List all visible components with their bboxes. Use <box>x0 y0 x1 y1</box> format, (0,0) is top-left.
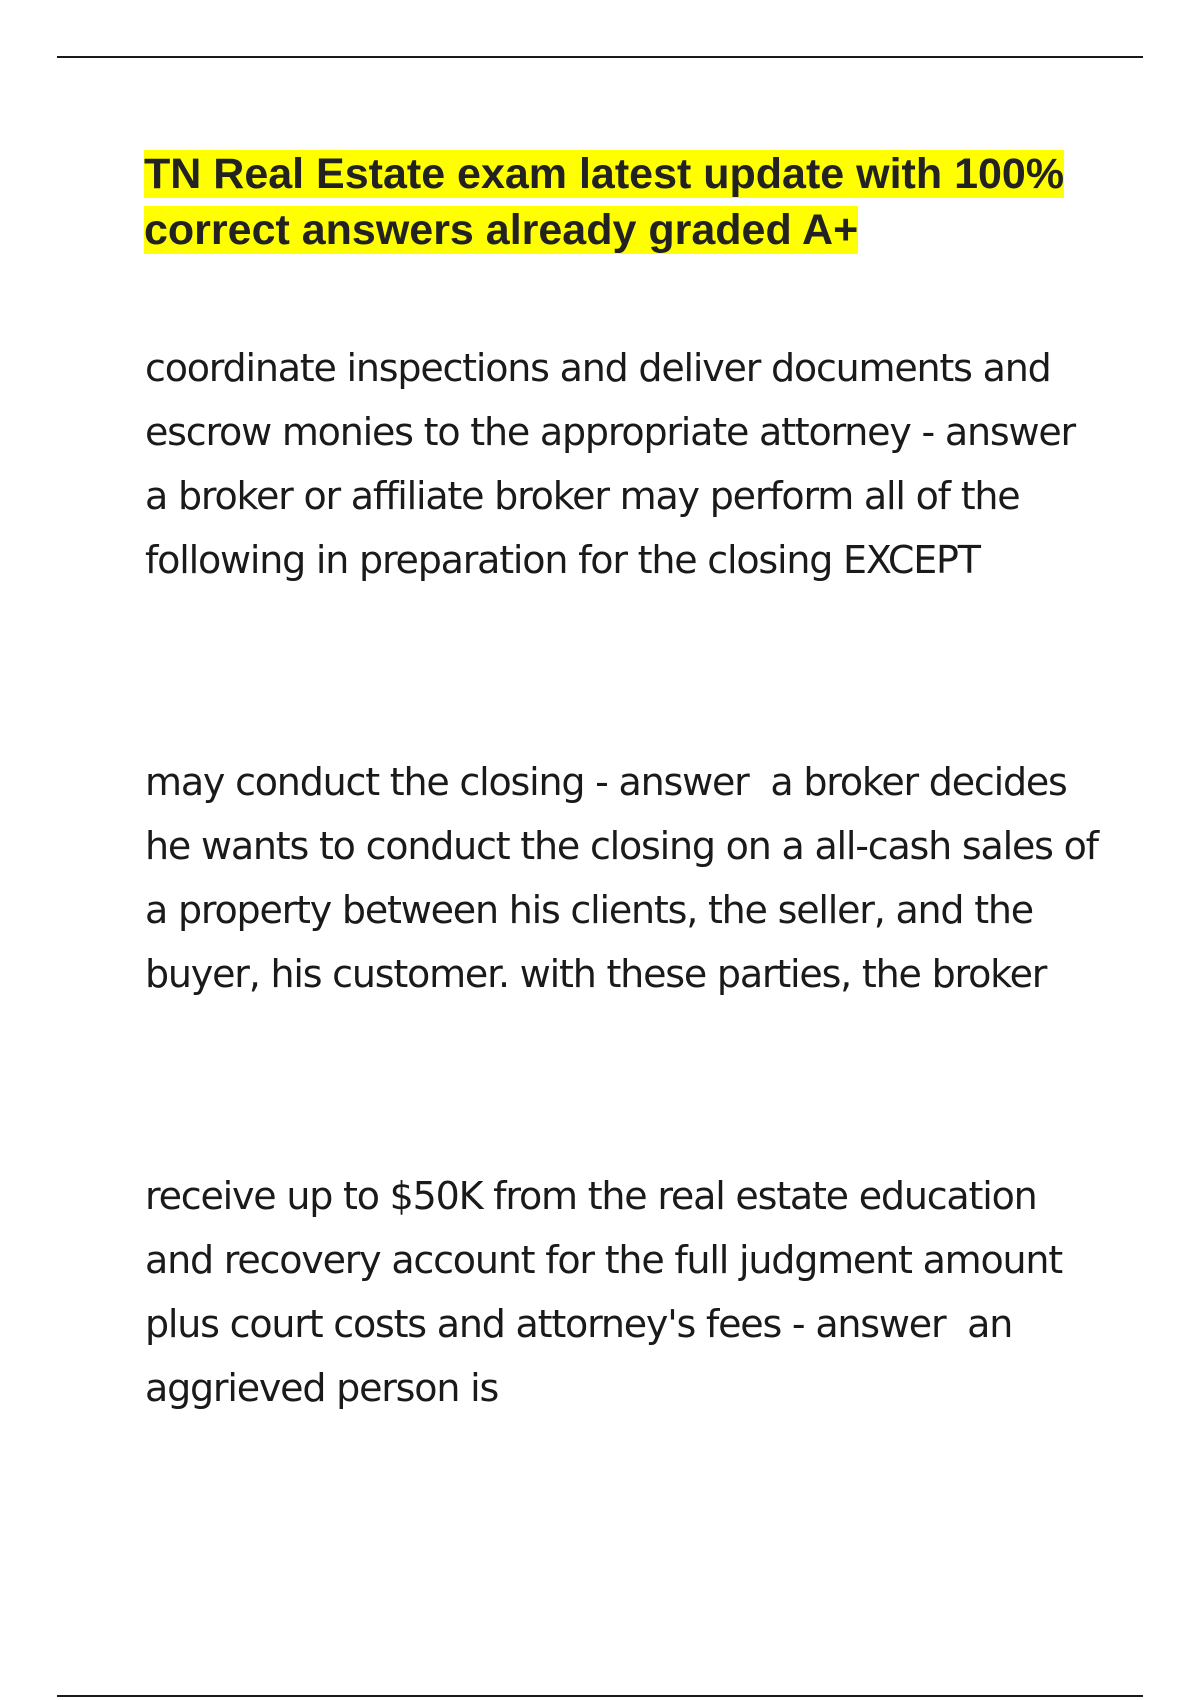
qa-entry-2: may conduct the closing - answer a broker decides he wants to conduct the closing on a all-cash sales of a property between his clients, the seller, and the buyer, his customer. with these parties, the broker <box>145 760 1109 996</box>
document-title <box>144 146 1094 258</box>
header-rule <box>57 56 1143 58</box>
qa-entry-3: receive up to $50K from the real estate education and recovery account for the full judgment amount plus court costs and attorney's fees - answer an aggrieved person is <box>145 1174 1073 1410</box>
qa-entry-1: coordinate inspections and deliver documents and escrow monies to the appropriate attorney - answer a broker or affiliate broker may perform all of the following in preparation for the closing EXCEPT <box>145 346 1097 582</box>
title-highlight: TN Real Estate exam latest update with 100% correct answers already graded A+ <box>144 150 1065 254</box>
footer-rule <box>57 1695 1143 1697</box>
